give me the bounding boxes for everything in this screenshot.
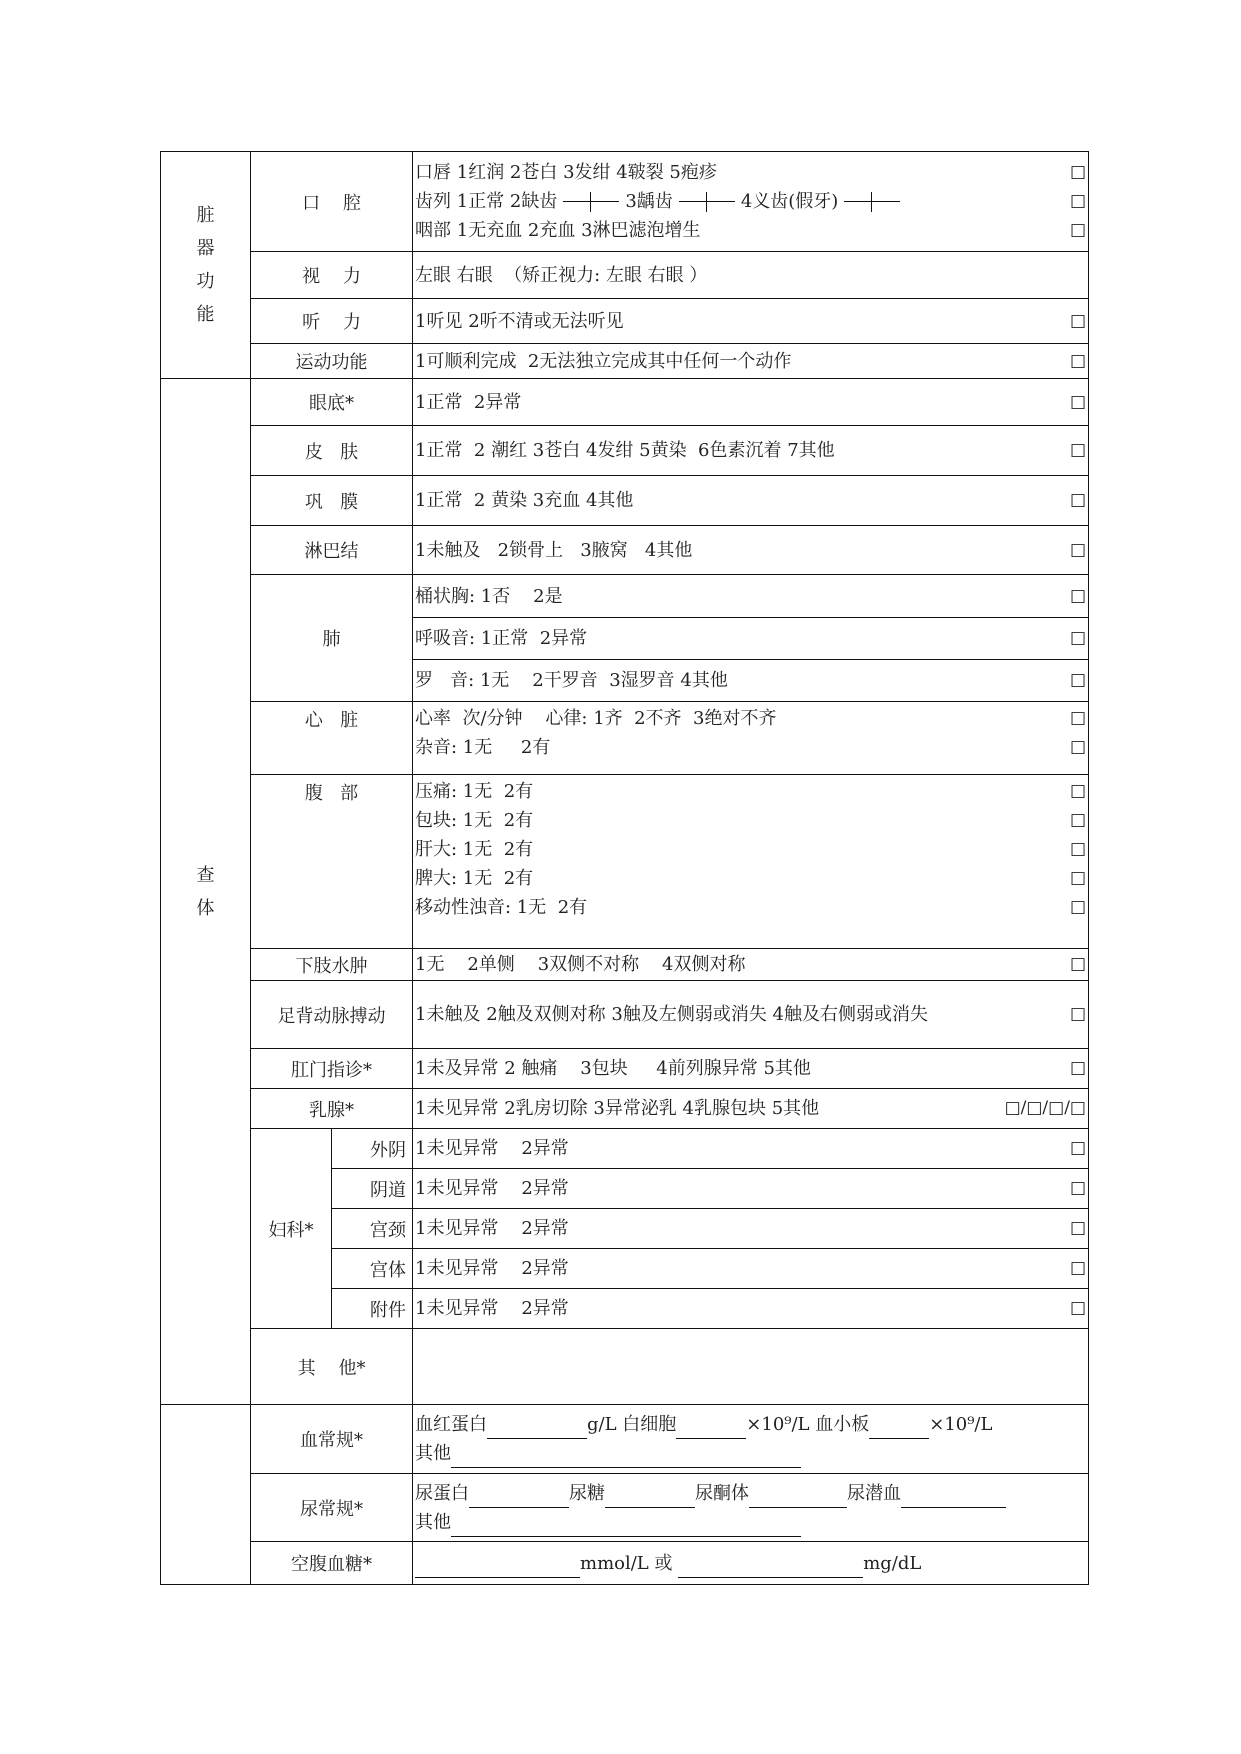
option-text: 桶状胸: 1否 2是 [415,585,563,607]
checkbox[interactable]: □ [1069,1004,1086,1024]
content-cell [413,1129,1089,1169]
option-text: 1无 2单侧 3双侧不对称 4双侧对称 [415,954,746,975]
checkbox[interactable]: □ [1069,440,1086,460]
content-cell [413,1289,1089,1329]
option-text: 1未见异常 2异常 [415,1218,569,1239]
table-row [161,476,1089,526]
checkbox[interactable]: □ [1069,1218,1086,1238]
fill-in-line [415,1410,1086,1439]
fill-in-blank[interactable] [678,1557,863,1578]
option-text: 呼吸音: 1正常 2异常 [415,628,588,649]
option-line [415,950,1086,979]
content-cell [413,426,1089,476]
content-cell [413,981,1089,1049]
option-line [415,1134,1086,1163]
option-text: 1未见异常 2异常 [415,1178,569,1199]
fill-in-line [415,1439,1086,1468]
option-text: 压痛: 1无 2有 [415,781,534,802]
table-row [161,575,1089,618]
option-line [415,777,1086,806]
checkbox[interactable]: □ [1069,585,1086,606]
table-row [161,775,1089,949]
row-label: 空腹血糖* [251,1542,413,1585]
fill-in-blank[interactable] [451,1447,801,1468]
checkbox[interactable]: □ [1069,670,1086,690]
content-cell [413,1169,1089,1209]
field-label: ×10⁹/L [929,1414,993,1435]
content-cell [413,344,1089,379]
table-row [161,1049,1089,1089]
checkbox[interactable]: □ [1069,708,1086,728]
row-label: 皮 肤 [251,426,413,476]
option-line [415,486,1086,515]
checkbox[interactable]: □ [1069,191,1086,211]
content-cell [413,379,1089,426]
option-line [415,1214,1086,1243]
option-line [415,864,1086,893]
table-row [161,1089,1089,1129]
checkbox[interactable]: □ [1069,1138,1086,1158]
checkbox[interactable]: □ [1069,1298,1086,1318]
content-cell [413,702,1089,775]
content-cell [413,775,1089,949]
option-line [415,347,1086,376]
tooth-position-cross-icon [679,192,735,212]
option-line [415,1294,1086,1323]
content-cell [413,575,1089,618]
content-cell [413,1049,1089,1089]
row-label: 口 腔 [251,152,413,252]
option-text: 1未触及 2锁骨上 3腋窝 4其他 [415,539,693,561]
option-line [415,704,1086,733]
row-label: 眼底* [251,379,413,426]
health-exam-form [160,151,1089,1585]
option-text: 1未见异常 2乳房切除 3异常泌乳 4乳腺包块 5其他 [415,1098,820,1119]
option-line [415,158,1086,187]
row-label: 血常规* [251,1405,413,1474]
table-row [161,252,1089,299]
row-label: 尿常规* [251,1474,413,1542]
content-cell [413,526,1089,575]
section-label: 查体 [196,864,215,919]
checkbox[interactable]: □ [1069,781,1086,801]
option-text: 1听见 2听不清或无法听见 [415,310,624,332]
table-row [161,379,1089,426]
option-text [415,187,906,216]
row-label: 其 他* [251,1329,413,1405]
teeth-label: 4义齿(假牙) [740,191,839,212]
table-row [161,949,1089,981]
option-line [415,307,1086,336]
option-text: 1未及异常 2 触痛 3包块 4前列腺异常 5其他 [415,1058,811,1079]
row-label: 腹 部 [251,775,413,949]
row-label: 听 力 [251,299,413,344]
option-line [415,806,1086,835]
option-text: 包块: 1无 2有 [415,810,534,831]
field-label: mmol/L 或 [580,1552,679,1574]
fill-in-blank[interactable] [901,1487,1006,1508]
field-label: 其他 [415,1511,452,1533]
checkbox[interactable]: □ [1069,810,1086,830]
option-text: 1未见异常 2异常 [415,1298,569,1319]
checkbox[interactable]: □ [1069,391,1086,412]
row-label: 下肢水肿 [251,949,413,981]
content-cell [413,152,1089,252]
table-row [161,152,1089,252]
field-label: 血红蛋白 [415,1414,488,1435]
content-cell [413,1249,1089,1289]
option-text: 1可顺利完成 2无法独立完成其中任何一个动作 [415,350,792,372]
option-line [415,187,1086,216]
option-text: 口唇 1红润 2苍白 3发绀 4皲裂 5疱疹 [415,162,717,183]
teeth-label: 齿列 1正常 2缺齿 [415,191,558,212]
fill-in-line [415,1479,1086,1508]
field-label: 其他 [415,1443,452,1464]
sub-row-label: 阴道 [332,1169,413,1209]
table-row [161,344,1089,379]
content-cell [413,1405,1089,1474]
table-row [161,1405,1089,1474]
option-line [415,624,1086,653]
row-label: 运动功能 [251,344,413,379]
sub-row-label: 附件 [332,1289,413,1329]
option-line [415,582,1086,611]
option-text: 肝大: 1无 2有 [415,839,534,860]
field-label: 尿糖 [569,1482,606,1504]
option-line [415,893,1086,922]
table-row [161,1474,1089,1542]
checkbox[interactable]: □ [1069,1258,1086,1278]
option-text: 心率 次/分钟 心律: 1齐 2不齐 3绝对不齐 [415,708,777,729]
option-line [415,261,1086,290]
table-row [161,426,1089,476]
row-label: 乳腺* [251,1089,413,1129]
content-cell [413,1329,1089,1405]
table-row [161,1129,1089,1169]
option-line [415,835,1086,864]
option-text: 1正常 2 潮红 3苍白 4发绀 5黄染 6色素沉着 7其他 [415,440,835,461]
option-line [415,1054,1086,1083]
content-cell [413,1209,1089,1249]
field-label: mg/dL [863,1552,922,1574]
content-cell [413,1542,1089,1585]
checkbox[interactable]: □ [1069,839,1086,859]
checkbox[interactable]: □ [1069,490,1086,510]
tooth-position-cross-icon [563,192,619,212]
checkbox[interactable]: □/□/□/□ [1004,1098,1086,1118]
content-cell [413,1089,1089,1129]
content-cell [413,660,1089,702]
section-label-cell [161,379,251,1405]
content-cell [413,252,1089,299]
option-text: 1未见异常 2异常 [415,1138,569,1159]
fill-in-blank[interactable] [869,1418,929,1439]
fill-in-blank[interactable] [676,1418,746,1439]
table-row [161,299,1089,344]
table-row [161,702,1089,775]
row-label: 淋巴结 [251,526,413,575]
option-text: 1正常 2 黄染 3充血 4其他 [415,490,634,511]
checkbox[interactable]: □ [1069,220,1086,240]
option-line [415,436,1086,465]
checkbox[interactable]: □ [1069,737,1086,757]
option-text: 1正常 2异常 [415,391,522,413]
option-line [415,733,1086,762]
field-label: 尿潜血 [847,1482,902,1504]
tooth-position-cross-icon [844,192,900,212]
sub-row-label: 外阴 [332,1129,413,1169]
row-label: 妇科* [251,1129,332,1329]
section-label: 脏器功能 [196,205,215,325]
fill-in-line [415,1508,1086,1537]
field-label: 尿酮体 [695,1482,750,1504]
option-text: 罗 音: 1无 2干罗音 3湿罗音 4其他 [415,670,728,691]
table-row [161,1329,1089,1405]
row-label: 肛门指诊* [251,1049,413,1089]
checkbox[interactable]: □ [1069,162,1086,182]
checkbox[interactable]: □ [1069,310,1086,331]
table-row [161,526,1089,575]
field-label: 尿蛋白 [415,1482,470,1504]
teeth-label: 3龋齿 [625,191,673,212]
content-cell [413,476,1089,526]
row-label: 足背动脉搏动 [251,981,413,1049]
option-line [415,536,1086,565]
sub-row-label: 宫体 [332,1249,413,1289]
checkbox[interactable]: □ [1069,954,1086,974]
table-row [161,1542,1089,1585]
field-label: ×10⁹/L 血小板 [746,1414,870,1435]
row-label: 肺 [251,575,413,702]
option-line [415,1000,1086,1029]
checkbox[interactable]: □ [1069,868,1086,888]
fill-in-blank[interactable] [487,1418,587,1439]
option-text: 杂音: 1无 2有 [415,737,551,758]
row-label: 视 力 [251,252,413,299]
fill-in-blank[interactable] [415,1557,580,1578]
checkbox[interactable]: □ [1069,350,1086,371]
field-label: g/L 白细胞 [587,1414,677,1435]
option-text: 1未触及 2触及双侧对称 3触及左侧弱或消失 4触及右侧弱或消失 [415,1004,928,1025]
option-text: 咽部 1无充血 2充血 3淋巴滤泡增生 [415,220,701,241]
fill-in-blank[interactable] [469,1487,569,1508]
row-label: 巩 膜 [251,476,413,526]
section-label-cell [161,1405,251,1585]
option-line [415,216,1086,245]
option-text: 移动性浊音: 1无 2有 [415,897,588,918]
table-row [161,981,1089,1049]
content-cell [413,949,1089,981]
checkbox[interactable]: □ [1069,1058,1086,1078]
option-text: 1未见异常 2异常 [415,1258,569,1279]
checkbox[interactable]: □ [1069,1178,1086,1198]
row-label: 心 脏 [251,702,413,775]
fill-in-line [415,1549,1086,1578]
content-cell [413,1474,1089,1542]
section-label-cell [161,152,251,379]
option-text: 脾大: 1无 2有 [415,868,534,889]
option-line [415,1174,1086,1203]
fill-in-blank[interactable] [605,1487,695,1508]
option-line [415,1254,1086,1283]
checkbox[interactable]: □ [1069,628,1086,648]
content-cell [413,618,1089,660]
sub-row-label: 宫颈 [332,1209,413,1249]
option-line [415,388,1086,417]
checkbox[interactable]: □ [1069,539,1086,560]
fill-in-blank[interactable] [749,1487,847,1508]
content-cell [413,299,1089,344]
fill-in-blank[interactable] [451,1516,801,1537]
checkbox[interactable]: □ [1069,897,1086,917]
option-line [415,666,1086,695]
option-line [415,1094,1086,1123]
option-text: 左眼 右眼 （矫正视力: 左眼 右眼 ） [415,264,708,286]
